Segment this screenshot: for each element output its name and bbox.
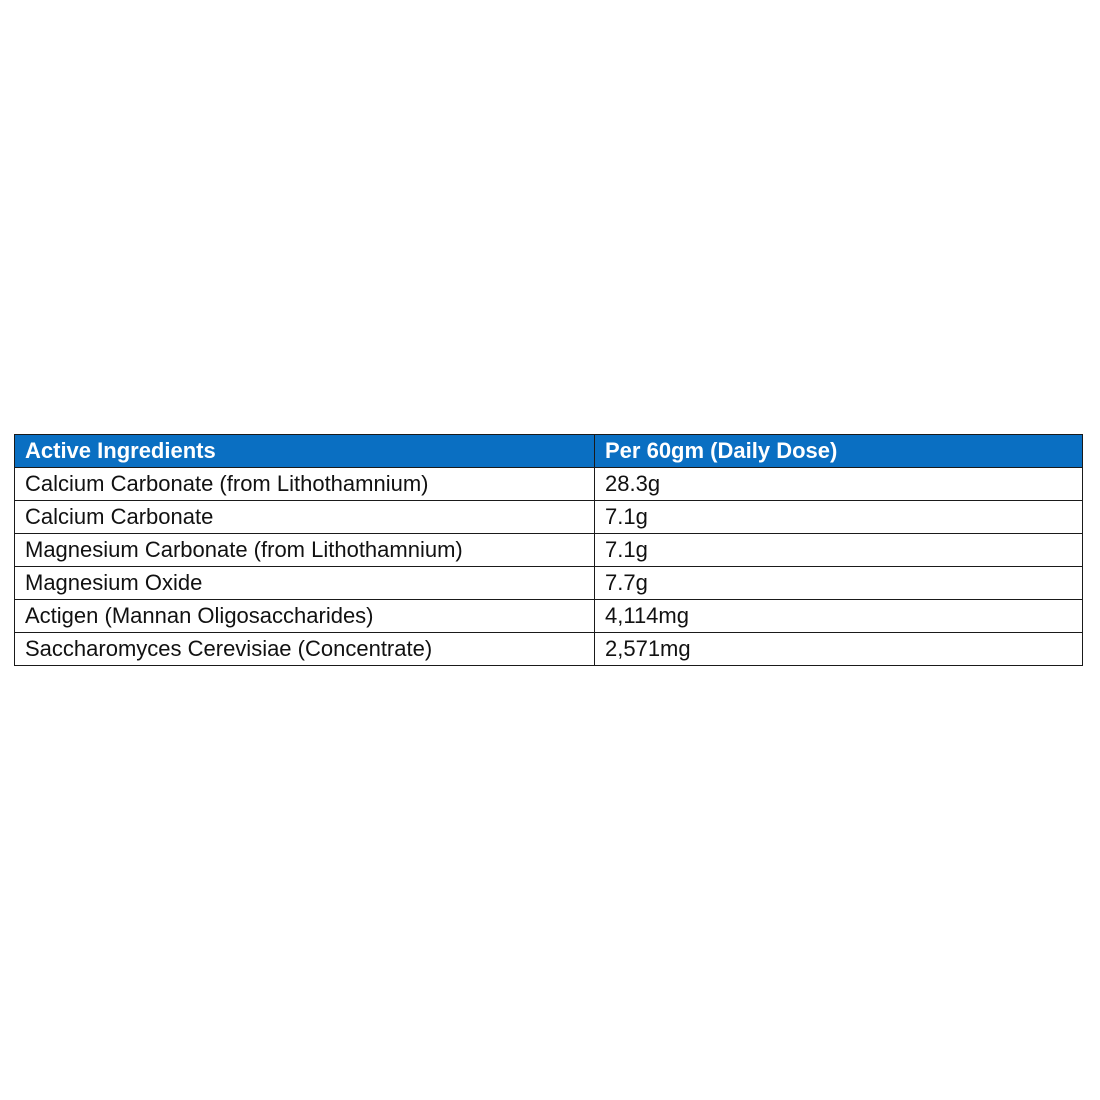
- ingredient-name: Magnesium Carbonate (from Lithothamnium): [15, 534, 595, 567]
- header-per-60gm-daily-dose: Per 60gm (Daily Dose): [595, 435, 1083, 468]
- table-row: [15, 600, 1083, 633]
- table-row: [15, 633, 1083, 666]
- ingredient-name: Actigen (Mannan Oligosaccharides): [15, 600, 595, 633]
- table-header-row: [15, 435, 1083, 468]
- header-active-ingredients: Active Ingredients: [15, 435, 595, 468]
- ingredient-dose: 4,114mg: [595, 600, 1083, 633]
- ingredients-table: [14, 434, 1083, 666]
- ingredient-name: Calcium Carbonate (from Lithothamnium): [15, 468, 595, 501]
- table-row: [15, 534, 1083, 567]
- ingredient-name: Calcium Carbonate: [15, 501, 595, 534]
- table-row: [15, 468, 1083, 501]
- ingredient-dose: 28.3g: [595, 468, 1083, 501]
- ingredient-dose: 2,571mg: [595, 633, 1083, 666]
- ingredient-name: Saccharomyces Cerevisiae (Concentrate): [15, 633, 595, 666]
- ingredient-dose: 7.1g: [595, 534, 1083, 567]
- table-row: [15, 567, 1083, 600]
- ingredient-name: Magnesium Oxide: [15, 567, 595, 600]
- table-row: [15, 501, 1083, 534]
- ingredient-dose: 7.7g: [595, 567, 1083, 600]
- ingredient-dose: 7.1g: [595, 501, 1083, 534]
